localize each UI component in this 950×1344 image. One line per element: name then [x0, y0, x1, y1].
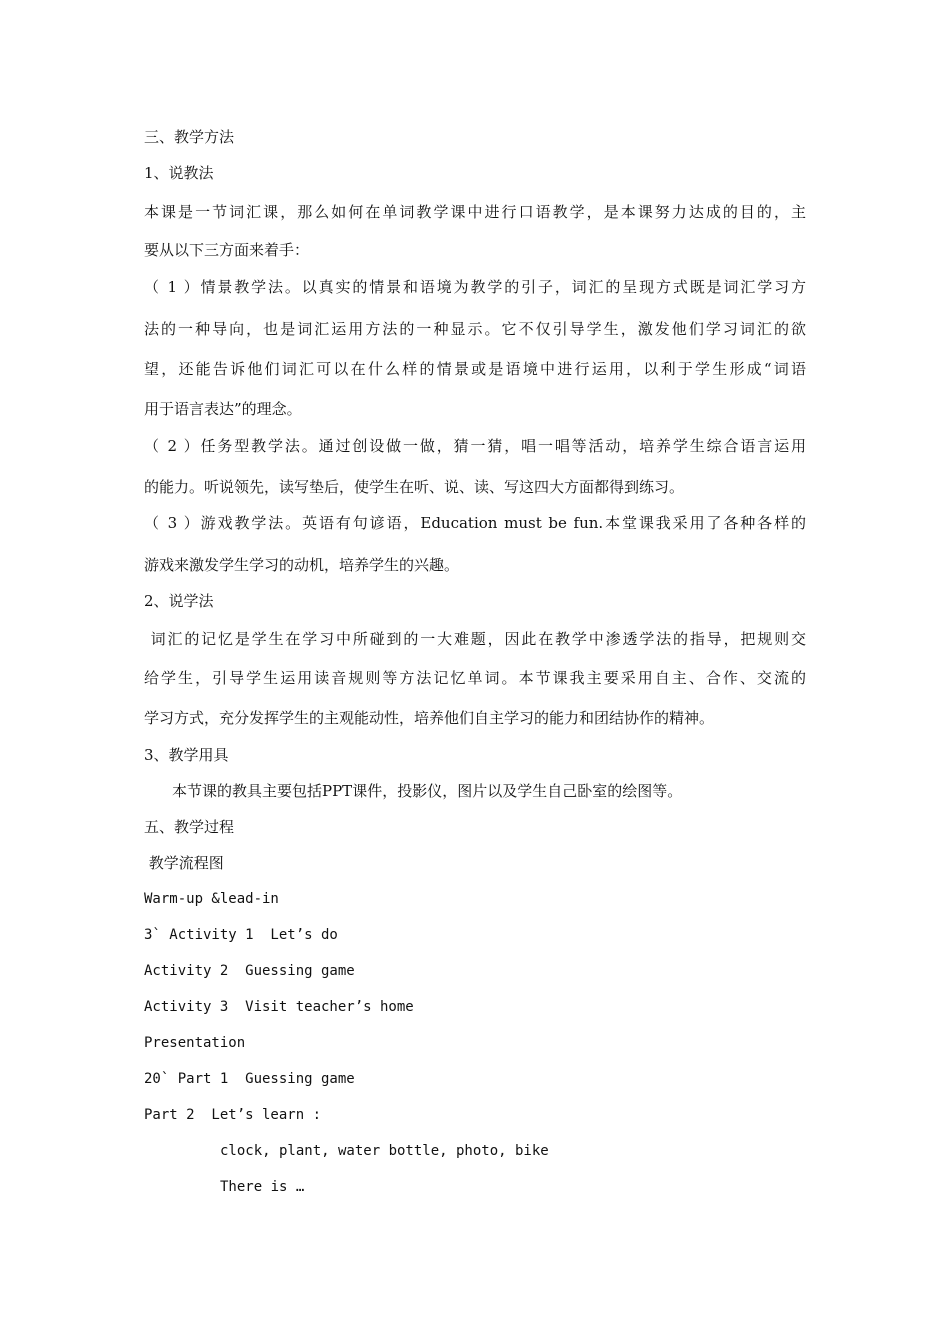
flow-step-activity-2: Activity 2 Guessing game [144, 963, 355, 979]
subheading-teaching-aids: 3、教学用具 [144, 746, 229, 764]
learning-line-2: 给学生，引导学生运用读音规则等方法记忆单词。本节课我主要采用自主、合作、交流的 [144, 669, 806, 687]
section-heading-teaching-process: 五、教学过程 [144, 818, 235, 836]
method1-line-4: 用于语言表达”的理念。 [144, 400, 302, 418]
flow-step-activity-3: Activity 3 Visit teacher’s home [144, 999, 414, 1015]
method3-line-2: 游戏来激发学生学习的动机，培养学生的兴趣。 [144, 556, 460, 574]
method2-line-2: 的能力。听说领先，读写垫后，使学生在听、说、读、写这四大方面都得到练习。 [144, 478, 685, 496]
flow-step-presentation: Presentation [144, 1035, 246, 1051]
teaching-aids-text: 本节课的教具主要包括PPT课件，投影仪，图片以及学生自己卧室的绘图等。 [172, 782, 683, 800]
intro-line-2: 要从以下三方面来着手： [144, 241, 310, 259]
method1-line-2: 法的一种导向，也是词汇运用方法的一种显示。它不仅引导学生，激发他们学习词汇的欲 [144, 320, 806, 338]
flowchart-title: 教学流程图 [144, 854, 224, 872]
flow-step-part-1: 20` Part 1 Guessing game [144, 1071, 355, 1087]
method1-line-1: （ 1 ）情景教学法。以真实的情景和语境为教学的引子，词汇的呈现方式既是词汇学习方 [144, 278, 806, 296]
method2-line-1: （ 2 ）任务型教学法。通过创设做一做，猜一猜，唱一唱等活动，培养学生综合语言运用 [144, 437, 806, 455]
learning-line-3: 学习方式，充分发挥学生的主观能动性，培养他们自主学习的能力和团结协作的精神。 [144, 709, 715, 727]
learning-line-1: 词汇的记忆是学生在学习中所碰到的一大难题，因此在教学中渗透学法的指导，把规则交 [144, 630, 806, 648]
sentence-pattern: There is … [220, 1179, 305, 1195]
section-heading-teaching-methods: 三、教学方法 [144, 128, 235, 146]
subheading-learning-method: 2、说学法 [144, 592, 214, 610]
subheading-teaching-method: 1、说教法 [144, 164, 214, 182]
method3-line-1: （ 3 ）游戏教学法。英语有句谚语，Education must be fun.本堂课我采用了各种各样的 [144, 514, 806, 532]
vocabulary-list: clock, plant, water bottle, photo, bike [220, 1143, 549, 1159]
flow-step-part-2: Part 2 Let’s learn : [144, 1107, 322, 1123]
flow-step-activity-1: 3` Activity 1 Let’s do [144, 927, 338, 943]
flow-step-warmup: Warm-up &lead-in [144, 891, 279, 907]
intro-line-1: 本课是一节词汇课，那么如何在单词教学课中进行口语教学，是本课努力达成的目的，主 [144, 203, 806, 221]
method1-line-3: 望，还能告诉他们词汇可以在什么样的情景或是语境中进行运用，以利于学生形成“词语 [144, 360, 806, 378]
